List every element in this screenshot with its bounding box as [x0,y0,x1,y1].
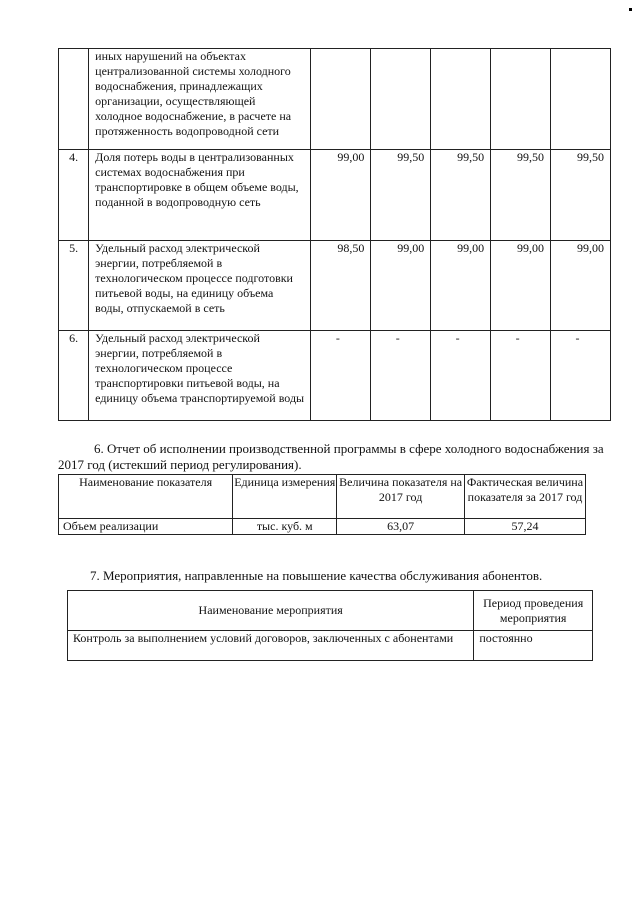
measures-table [67,590,593,661]
row-number: 4. [59,150,89,241]
value-cell: 99,50 [371,150,431,241]
indicator-name: Удельный расход электрической энергии, потребляемой в технологическом процессе транспортировки питьевой воды, на единицу объема транспортируемой воды [89,331,311,421]
table-row [59,150,611,241]
value-cell: 99,00 [491,241,551,331]
unit-value: тыс. куб. м [233,519,337,535]
table-header-row [68,591,593,631]
header-unit: Единица измерения [233,475,337,519]
table-row [59,519,586,535]
table-row [59,241,611,331]
header-indicator: Наименование показателя [59,475,233,519]
value-cell: - [551,331,611,421]
scan-mark [629,8,632,11]
value-cell: 99,50 [551,150,611,241]
fact-value: 57,24 [464,519,585,535]
table-row [59,331,611,421]
indicators-table [58,48,611,421]
indicator-name: Объем реализации [59,519,233,535]
value-cell [311,49,371,150]
value-cell: 99,00 [431,241,491,331]
value-cell [371,49,431,150]
header-measure: Наименование мероприятия [68,591,474,631]
measure-name: Контроль за выполнением условий договоров, заключенных с абонентами [68,631,474,661]
section-6-heading: 6. Отчет об исполнении производственной программы в сфере холодного водоснабжения за 2017 год (истекший период регулирования). [58,441,604,472]
production-report-table [58,474,586,535]
section-7-heading: 7. Мероприятия, направленные на повышение качества обслуживания абонентов. [90,568,543,583]
value-cell: 99,50 [431,150,491,241]
value-cell: 99,00 [371,241,431,331]
table-header-row [59,475,586,519]
indicator-name: Доля потерь воды в централизованных системах водоснабжения при транспортировке в общем объеме воды, поданной в водопроводную сеть [89,150,311,241]
value-cell: 98,50 [311,241,371,331]
value-cell: 99,00 [551,241,611,331]
value-cell: - [311,331,371,421]
value-cell [551,49,611,150]
header-plan: Величина показателя на 2017 год [337,475,465,519]
indicator-name: иных нарушений на объектах централизованной системы холодного водоснабжения, принадлежащих организации, осуществляющей холодное водоснабжение, в расчете на протяженность водопроводной сети [89,49,311,150]
value-cell: - [371,331,431,421]
plan-value: 63,07 [337,519,465,535]
row-number: 5. [59,241,89,331]
table-row [68,631,593,661]
value-cell: 99,50 [491,150,551,241]
header-period: Период проведения мероприятия [474,591,593,631]
table-row [59,49,611,150]
header-fact: Фактическая величина показателя за 2017 год [464,475,585,519]
value-cell: - [431,331,491,421]
value-cell [431,49,491,150]
row-number: 6. [59,331,89,421]
indicator-name: Удельный расход электрической энергии, потребляемой в технологическом процессе подготовки питьевой воды, на единицу объема воды, отпускаемой в сеть [89,241,311,331]
value-cell: - [491,331,551,421]
value-cell: 99,00 [311,150,371,241]
row-number [59,49,89,150]
measure-period: постоянно [474,631,593,661]
value-cell [491,49,551,150]
